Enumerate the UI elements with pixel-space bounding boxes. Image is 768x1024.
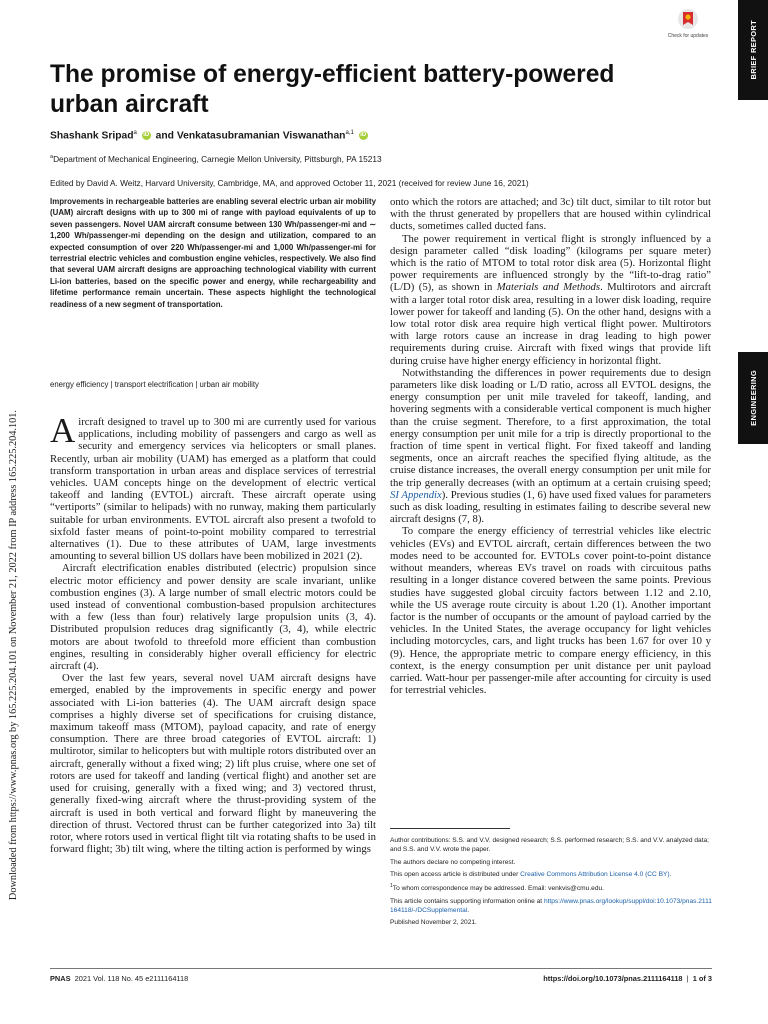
footer-doi-block [543,974,712,983]
footnotes [390,836,712,931]
body-paragraph: Aircraft electrification enables distributed (electric) propulsion since electric motor efficiency and power density are scale invariant, unlike combustion engines (3). A large number of small electric motors could be used instead of conventional combustion-based propulsion architectures with a few (less than four) relatively large propulsion units (3, 4). Distributed propulsion reduces drag significantly (3, 4), while electric motors are about twofold to threefold more efficient than combustion engines, resulting in considerably higher overall efficiency for electric aircraft (4). [50,562,376,673]
correspondence-text: To whom correspondence may be addressed. Email: venkvis@cmu.edu. [392,885,604,893]
doi-link[interactable]: https://doi.org/10.1073/pnas.2111164118 [543,974,683,983]
engineering-label: ENGINEERING [748,370,758,426]
body-paragraph: Over the last few years, several novel UAM aircraft designs have emerged, enabled by the improvements in specific energy and power associated with Li-ion batteries (4). The UAM aircraft design space comprises a highly diverse set of specifications for cruising distance, maximum takeoff mass (MTOM), payload capacity, and rate of energy consumption. There are three broad categories of EVTOL aircraft: 1) multirotor, similar to helicopters but with multiple rotors distributed over an aircraft, generally without a fixed wing; 2) lift plus cruise, where one set of rotors are used for takeoff and landing (vertical flight) and another set are used for cruising, generally with a fixed wing; and 3) vectored thrust, generally fixed-wing aircraft where the thrust-providing system of the aircraft is used in both vertical and forward flight by maneuvering the direction of thrust. Vectored thrust can be further categorized into 3a) tilt rotor, where rotors used in vertical flight tilt via rotating shafts to be used in forward flight; 3b) tilt wing, where the tilting action is performed by wings [50,672,376,856]
brief-report-tab [738,0,768,100]
body-paragraph [390,233,711,367]
body-paragraph [50,411,376,563]
drop-cap: A [50,411,76,450]
paragraph-text: . Multirotors and aircraft with a larger total rotor disk area, resulting in a lower disk loading, require lower power for takeoff and landing (5). On the other hand, designs with a low total rotor disk area require high vertical flight power. Multirotors with large rotors cause an increase in drag leading to high power requirements during cruise. Aircraft with fixed wings that provide lift during cruise have higher energy efficiency in horizontal flight. [390,281,712,367]
author-1-sup: a [133,130,137,136]
body-paragraph [390,367,711,526]
edited-by: Edited by David A. Weitz, Harvard University, Cambridge, MA, and approved October 11, 2021 (received for review June 16, 2021) [50,178,529,188]
author-2-sup: a,1 [345,130,354,136]
brief-report-label: BRIEF REPORT [748,20,758,80]
check-updates-icon [677,8,699,32]
article-title: The promise of energy-efficient battery-powered urban aircraft [50,61,615,118]
citation-text: 2021 Vol. 118 No. 45 e2111164118 [74,974,189,983]
paragraph-text: ). Previous studies (1, 6) have used fixed values for parameters such as disk loading, resulting in estimates failing to describe several new aircraft designs (7, 8). [390,488,711,526]
body-paragraph: To compare the energy efficiency of terrestrial vehicles like electric vehicles (EVs) and EVTOL aircraft, certain differences between the two modes need to be accounted for. EVTOLs cover point-to-point distance without meanders, whereas EVs travel on roads with circuitous paths resulting in a longer distance covered between the same points. Previous studies have suggested global circuity factors between 1.12 and 2.10, while the US average route circuity is about 1.20 (1). Another important factor is the number of occupants or the amount of payload carried by the vehicles. In the United States, the average occupancy for light vehicles including motorcycles, cars, and light trucks has been 1.67 for over 10 y (9). Hence, the appropriate metric to compare energy efficiency, in this context, is the energy consumption per unit distance per unit payload carried. Watt-hour per passenger-mile after accounting for circuity is used for terrestrial vehicles. [390,525,711,697]
author-contributions: Author contributions: S.S. and V.V. designed research; S.S. performed research; S.S. and V.V. analyzed data; and S.S. and V.V. wrote the paper. [390,837,710,854]
body-column-left [50,411,376,856]
orcid-icon[interactable]: iD [143,132,150,139]
abstract: Improvements in rechargeable batteries are enabling several electric urban air mobility (UAM) aircraft designs with up to 300 mi of range with payload equivalents of up to seven passengers. Novel UAM aircraft consume between 130 Wh/passenger-mi and ∼ 1,200 Wh/passenger-mi depending on the design and utilization, compared to an expected consumption of over 220 Wh/passenger-mi and 1,000 Wh/passenger-mi for terrestrial electric vehicles and combustion engine vehicles, respectively. We also find that several UAM aircraft designs are approaching technological viability with current Li-ion batteries, based on the specific power and energy, while rechargeability and lifetime performance remain uncertain. These aspects highlight the technological readiness of a new segment of transportation. [50,197,376,309]
page-number: 1 of 3 [692,974,712,983]
footer-divider [50,968,712,969]
competing-interest: The authors declare no competing interest. [390,858,516,866]
download-note-text: Downloaded from https://www.pnas.org by 165.225.204.101 on November 21, 2022 from IP address 165.225.204.101. [7,409,19,901]
supporting-info-note [390,897,712,916]
paragraph-text: The power requirement in vertical flight is strongly influenced by a design parameter called “disk loading” (kilograms per square meter) which is the ratio of MTOM to total rotor disk area (5). Horizontal flight power requirements are influenced strongly by the “lift-to-drag ratio” (L/D) (5), as shown in [390,232,711,294]
journal-name: PNAS [50,974,71,983]
open-access-note [390,870,712,879]
author-2-name[interactable]: Venkatasubramanian Viswanathan [176,130,346,142]
check-for-updates-badge[interactable] [666,8,710,52]
body-column-right [390,196,711,696]
body-paragraph: onto which the rotors are attached; and 3c) tilt duct, similar to tilt rotor but with the thrust generated by propellers that are housed within cylindrical ducts, sometimes called ducted fans. [390,196,711,233]
correspondence-note [390,882,712,893]
author-1-name[interactable]: Shashank Sripad [50,130,134,142]
supporting-info-text: This article contains supporting information online at [390,897,544,905]
engineering-tab [738,352,768,444]
license-link[interactable]: Creative Commons Attribution License 4.0 (CC BY). [520,870,672,878]
supporting-info-end: . [467,906,470,914]
keywords: energy efficiency | transport electrification | urban air mobility [50,380,259,389]
affiliation-text: Department of Mechanical Engineering, Carnegie Mellon University, Pittsburgh, PA 15213 [53,154,382,164]
correspondence-sup: 1 [390,883,393,890]
supplemental-link[interactable]: https://www.pnas.org/lookup/suppl/doi:10.1073/pnas.2111164118/-/DCSupplemental [390,897,712,914]
affiliation-sup: a [50,154,54,161]
footnote-divider [390,828,510,829]
author-conjunction: and [155,130,174,142]
author-line [50,130,370,141]
footer-citation [50,974,188,983]
si-appendix-link[interactable]: SI Appendix [390,488,442,501]
paragraph-text: Notwithstanding the differences in power requirements due to design parameters like disk loading or L/D ratio, across all EVTOL designs, the energy consumption per unit mile traveled for takeoff, landing, and hovering segments with a considerable vertical component is much higher than the cruise segment. Therefore, to a first approximation, the total energy consumption per unit mile for a trip is directly proportional to the fraction of time spent in vertical flight. For fixed takeoff and landing segments, once an aircraft reaches the specified flying altitude, as the cruise distance increases, the overall energy consumption per unit mile for the trip generally decreases (with an optimum at a certain cruising speed; [390,366,711,489]
download-watermark [6,330,20,980]
paragraph-text: ircraft designed to travel up to 300 mi are currently used for various applications, including mobility of passengers and cargo as well as security and emergency services via helicopters or small planes. Recently, urban air mobility (UAM) has emerged as a platform that could transform transportation in urban areas and displace services of terrestrial vehicles. UAM concepts hinge on the development of electric vertical takeoff and landing (EVTOL) aircraft. These aircraft operate using “vertiports” (similar to helipads) with no runway, making them particularly suitable for urban environments. EVTOL aircraft also present a twofold to sixfold faster means of point-to-point mobility compared to terrestrial alternatives (1). Due to these attributes of UAM, large investments amounting to several billion US dollars have been mobilized in 2021 (2). [50,416,376,563]
published-date: Published November 2, 2021. [390,919,477,927]
materials-methods-ref: Materials and Methods [496,281,601,294]
footer-separator: | [686,974,689,983]
open-access-text: This open access article is distributed under [390,870,521,878]
orcid-icon[interactable]: iD [360,132,367,139]
check-updates-label: Check for updates [667,33,709,39]
affiliation [50,154,382,164]
